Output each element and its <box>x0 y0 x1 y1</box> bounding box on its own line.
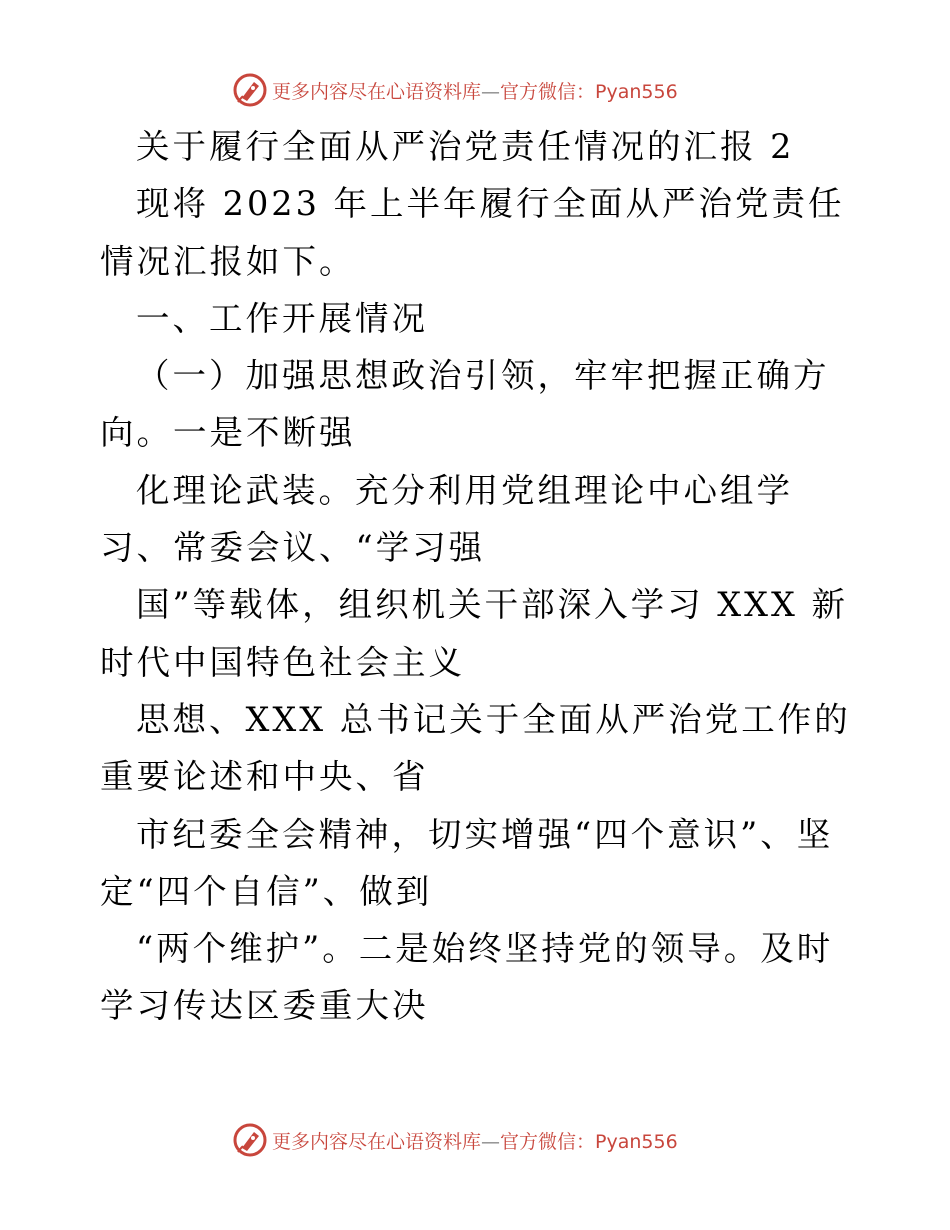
pen-nib-logo-icon <box>232 72 268 108</box>
watermark-contact-label: 官方微信： <box>500 80 596 103</box>
watermark-wechat-id: Pyan556 <box>595 1130 678 1153</box>
watermark-contact-label: 官方微信： <box>500 1130 596 1153</box>
watermark-text <box>272 1127 678 1154</box>
watermark-main-text: 更多内容尽在心语资料库 <box>272 80 482 103</box>
paragraph: “两个维护”。二是始终坚持党的领导。及时学习传达区委重大决 <box>100 929 834 1026</box>
watermark-main-text: 更多内容尽在心语资料库 <box>272 1130 482 1153</box>
watermark-text <box>272 77 678 104</box>
footer-watermark <box>232 1120 752 1160</box>
document-body <box>100 118 860 1035</box>
paragraph: 化理论武装。充分利用党组理论中心组学习、常委会议、“学习强 <box>100 470 793 568</box>
paragraph: 市纪委全会精神，切实增强“四个意识”、坚定“四个自信”、做到 <box>100 814 834 911</box>
section-heading: 一、工作开展情况 <box>136 298 428 338</box>
watermark-separator: — <box>481 1130 501 1153</box>
paragraph: （一）加强思想政治引领，牢牢把握正确方向。一是不断强 <box>100 356 830 453</box>
paragraph: 国”等载体，组织机关干部深入学习 XXX 新时代中国特色社会主义 <box>100 585 848 682</box>
watermark-wechat-id: Pyan556 <box>595 80 678 103</box>
pen-nib-logo-icon <box>232 1122 268 1158</box>
paragraph: 思想、XXX 总书记关于全面从严治党工作的重要论述和中央、省 <box>100 699 851 797</box>
watermark-separator: — <box>481 80 501 103</box>
document-title: 关于履行全面从严治党责任情况的汇报 2 <box>136 127 795 166</box>
header-watermark <box>232 70 752 110</box>
paragraph-intro: 现将 2023 年上半年履行全面从严治党责任情况汇报如下。 <box>100 184 845 281</box>
